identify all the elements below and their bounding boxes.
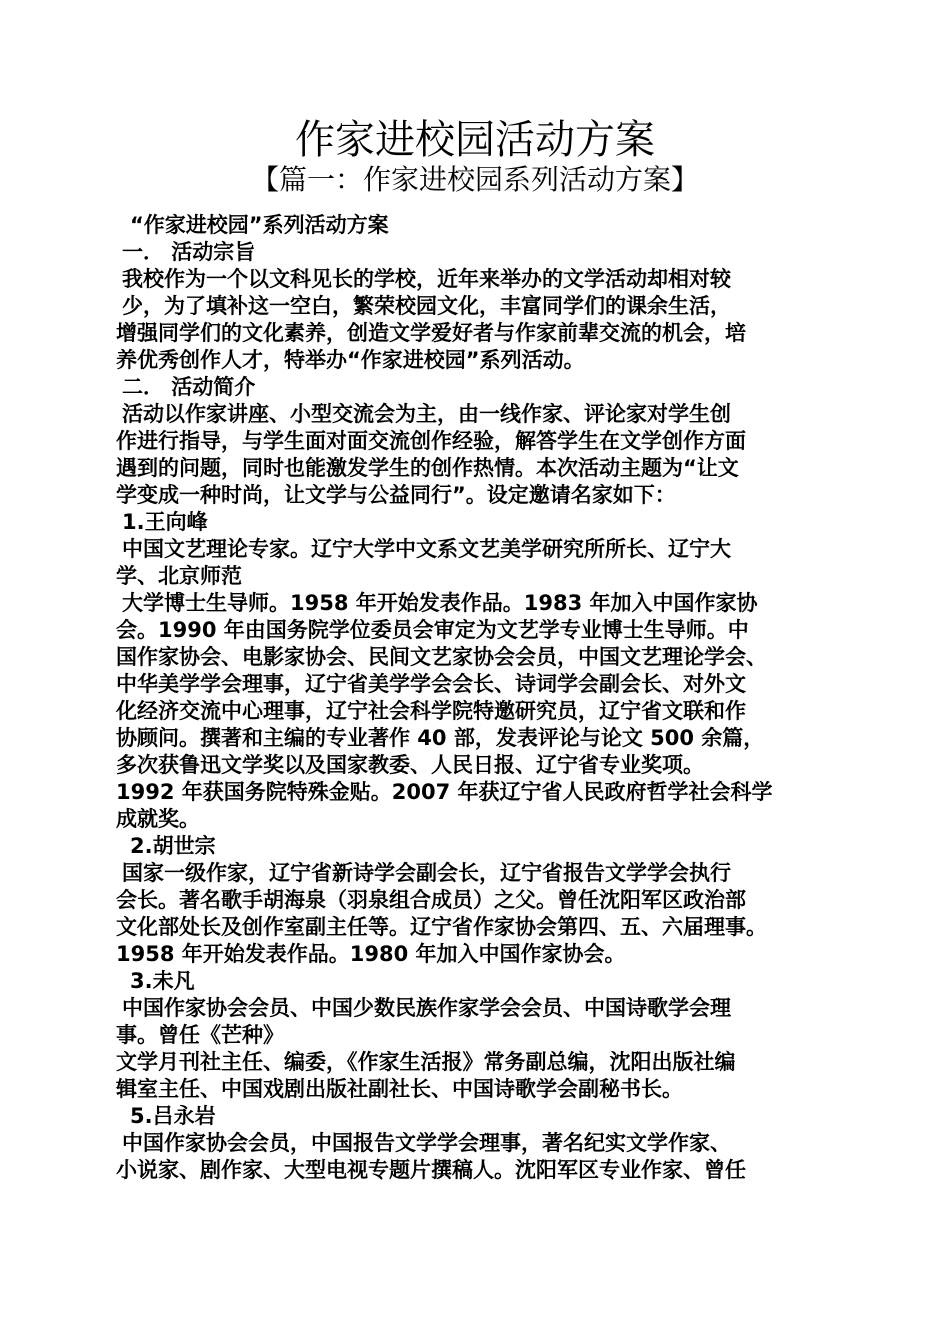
text-line: 学、北京师范: [116, 564, 242, 588]
text-line: 少，为了填补这一空白，繁荣校园文化，丰富同学们的课余生活，: [122, 294, 731, 318]
text-line: 多次获鲁迅文学奖以及国家教委、人民日报、辽宁省专业奖项。: [116, 753, 704, 777]
text-line: 中国文艺理论专家。辽宁大学中文系文艺美学研究所所长、辽宁大: [122, 537, 731, 561]
text-line: 一． 活动宗旨: [122, 240, 256, 264]
text-line: 活动以作家讲座、小型交流会为主，由一线作家、评论家对学生创: [122, 402, 731, 426]
text-line: 作进行指导，与学生面对面交流创作经验，解答学生在文学创作方面: [116, 429, 746, 453]
text-line: 我校作为一个以文科见长的学校，近年来举办的文学活动却相对较: [122, 267, 731, 291]
document-body: [116, 212, 846, 1184]
text-line: 化经济交流中心理事，辽宁社会科学院特邀研究员，辽宁省文联和作: [116, 699, 746, 723]
text-line: 辑室主任、中国戏剧出版社副社长、中国诗歌学会副秘书长。: [116, 1077, 683, 1101]
text-line: 3.未凡: [130, 969, 195, 993]
text-line: 会长。著名歌手胡海泉（羽泉组合成员）之父。曾任沈阳军区政治部: [116, 888, 746, 912]
text-line: 国家一级作家，辽宁省新诗学会副会长，辽宁省报告文学学会执行: [122, 861, 731, 885]
text-line: 中国作家协会会员、中国少数民族作家学会会员、中国诗歌学会理: [122, 996, 731, 1020]
text-line: 会。1990 年由国务院学位委员会审定为文艺学专业博士生导师。中: [116, 618, 749, 642]
text-line: 1958 年开始发表作品。1980 年加入中国作家协会。: [116, 942, 626, 966]
text-line: 1992 年获国务院特殊金贴。2007 年获辽宁省人民政府哲学社会科学: [116, 780, 773, 804]
text-line: 大学博士生导师。1958 年开始发表作品。1983 年加入中国作家协: [122, 591, 758, 615]
document-subtitle: 【篇一：作家进校园系列活动方案】: [250, 163, 699, 196]
text-line: 中华美学学会理事，辽宁省美学学会会长、诗词学会副会长、对外文: [116, 672, 746, 696]
document-title: 作家进校园活动方案: [295, 117, 655, 163]
text-line: 中国作家协会会员，中国报告文学学会理事，著名纪实文学作家、: [122, 1131, 731, 1155]
text-line: 遇到的问题，同时也能激发学生的创作热情。本次活动主题为“让文: [116, 456, 739, 480]
text-line: 二． 活动简介: [122, 375, 256, 399]
text-line: 事。曾任《芒种》: [116, 1023, 284, 1047]
text-line: 学变成一种时尚，让文学与公益同行”。设定邀请名家如下：: [116, 483, 676, 507]
text-line: 增强同学们的文化素养，创造文学爱好者与作家前辈交流的机会，培: [116, 321, 746, 345]
text-line: 国作家协会、电影家协会、民间文艺家协会会员，中国文艺理论学会、: [116, 645, 767, 669]
text-line: 养优秀创作人才，特举办“作家进校园”系列活动。: [116, 348, 585, 372]
text-line: 2.胡世宗: [130, 834, 216, 858]
text-line: 文学月刊社主任、编委，《作家生活报》常务副总编，沈阳出版社编: [116, 1050, 736, 1074]
text-line: 协顾问。撰著和主编的专业著作 40 部，发表评论与论文 500 余篇，: [116, 726, 765, 750]
text-line: 1.王向峰: [122, 510, 208, 534]
text-line: 文化部处长及创作室副主任等。辽宁省作家协会第四、五、六届理事。: [116, 915, 767, 939]
text-line: 成就奖。: [116, 807, 200, 831]
text-line: 小说家、剧作家、大型电视专题片撰稿人。沈阳军区专业作家、曾任: [116, 1158, 746, 1182]
text-line: 5.吕永岩: [130, 1104, 216, 1128]
text-line: “作家进校园”系列活动方案: [130, 213, 389, 237]
